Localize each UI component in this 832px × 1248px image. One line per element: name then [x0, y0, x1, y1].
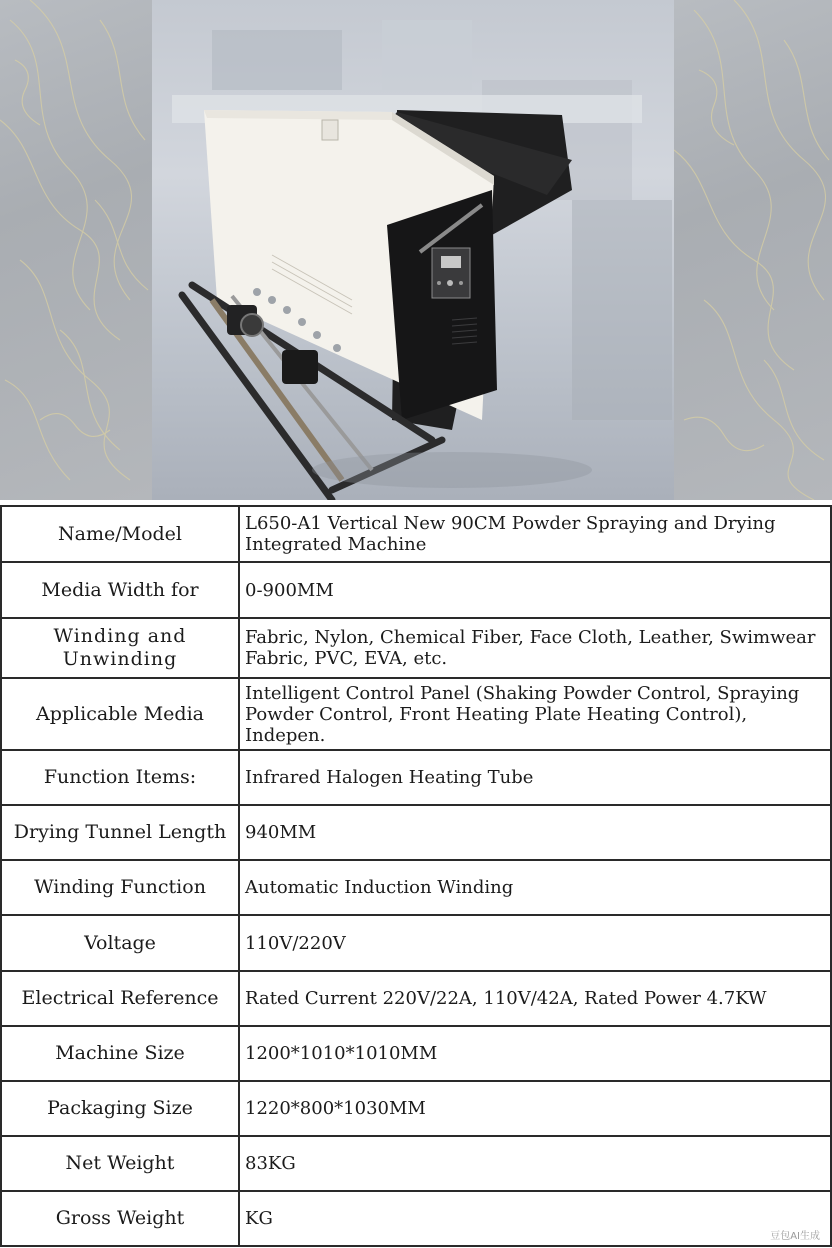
spec-value: 1200*1010*1010MM — [239, 1026, 831, 1081]
table-row — [1, 860, 831, 915]
decorative-panel-left — [0, 0, 152, 500]
spec-table — [0, 505, 832, 1247]
decorative-panel-right — [674, 0, 832, 500]
table-row — [1, 678, 831, 750]
spec-label: Drying Tunnel Length — [1, 805, 239, 860]
spec-value: 1220*800*1030MM — [239, 1081, 831, 1136]
spec-value: L650-A1 Vertical New 90CM Powder Spraying and Drying Integrated Machine — [239, 506, 831, 562]
spec-label: Media Width for — [1, 562, 239, 618]
spec-value: Automatic Induction Winding — [239, 860, 831, 915]
spec-label: Net Weight — [1, 1136, 239, 1191]
table-row — [1, 1191, 831, 1246]
spec-label: Winding and Unwinding — [1, 618, 239, 678]
spec-label: Voltage — [1, 915, 239, 970]
spec-label: Gross Weight — [1, 1191, 239, 1246]
powder-dryer-machine — [152, 0, 674, 500]
spec-label: Packaging Size — [1, 1081, 239, 1136]
spec-label: Function Items: — [1, 750, 239, 805]
spec-label: Winding Function — [1, 860, 239, 915]
table-row — [1, 805, 831, 860]
watermark: 豆包AI生成 — [770, 1231, 820, 1242]
spec-value: 0-900MM — [239, 562, 831, 618]
leaf-pattern-icon — [674, 0, 832, 500]
spec-value: Fabric, Nylon, Chemical Fiber, Face Cloth, Leather, Swimwear Fabric, PVC, EVA, etc. — [239, 618, 831, 678]
spec-value: KG — [239, 1191, 831, 1246]
spec-value: 940MM — [239, 805, 831, 860]
leaf-pattern-icon — [0, 0, 152, 500]
spec-value: 83KG — [239, 1136, 831, 1191]
spec-label: Machine Size — [1, 1026, 239, 1081]
table-row — [1, 618, 831, 678]
table-row — [1, 971, 831, 1026]
table-row — [1, 915, 831, 970]
spec-label: Name/Model — [1, 506, 239, 562]
spec-value: Intelligent Control Panel (Shaking Powder Control, Spraying Powder Control, Front Heating Plate Heating Control), Indepen. — [239, 678, 831, 750]
product-photo — [0, 0, 832, 500]
table-row — [1, 506, 831, 562]
spec-label: Applicable Media — [1, 678, 239, 750]
spec-value: Rated Current 220V/22A, 110V/42A, Rated Power 4.7KW — [239, 971, 831, 1026]
table-row — [1, 1136, 831, 1191]
table-row — [1, 750, 831, 805]
spec-value: 110V/220V — [239, 915, 831, 970]
spec-value: Infrared Halogen Heating Tube — [239, 750, 831, 805]
table-row — [1, 1026, 831, 1081]
table-row — [1, 562, 831, 618]
spec-label: Electrical Reference — [1, 971, 239, 1026]
table-row — [1, 1081, 831, 1136]
